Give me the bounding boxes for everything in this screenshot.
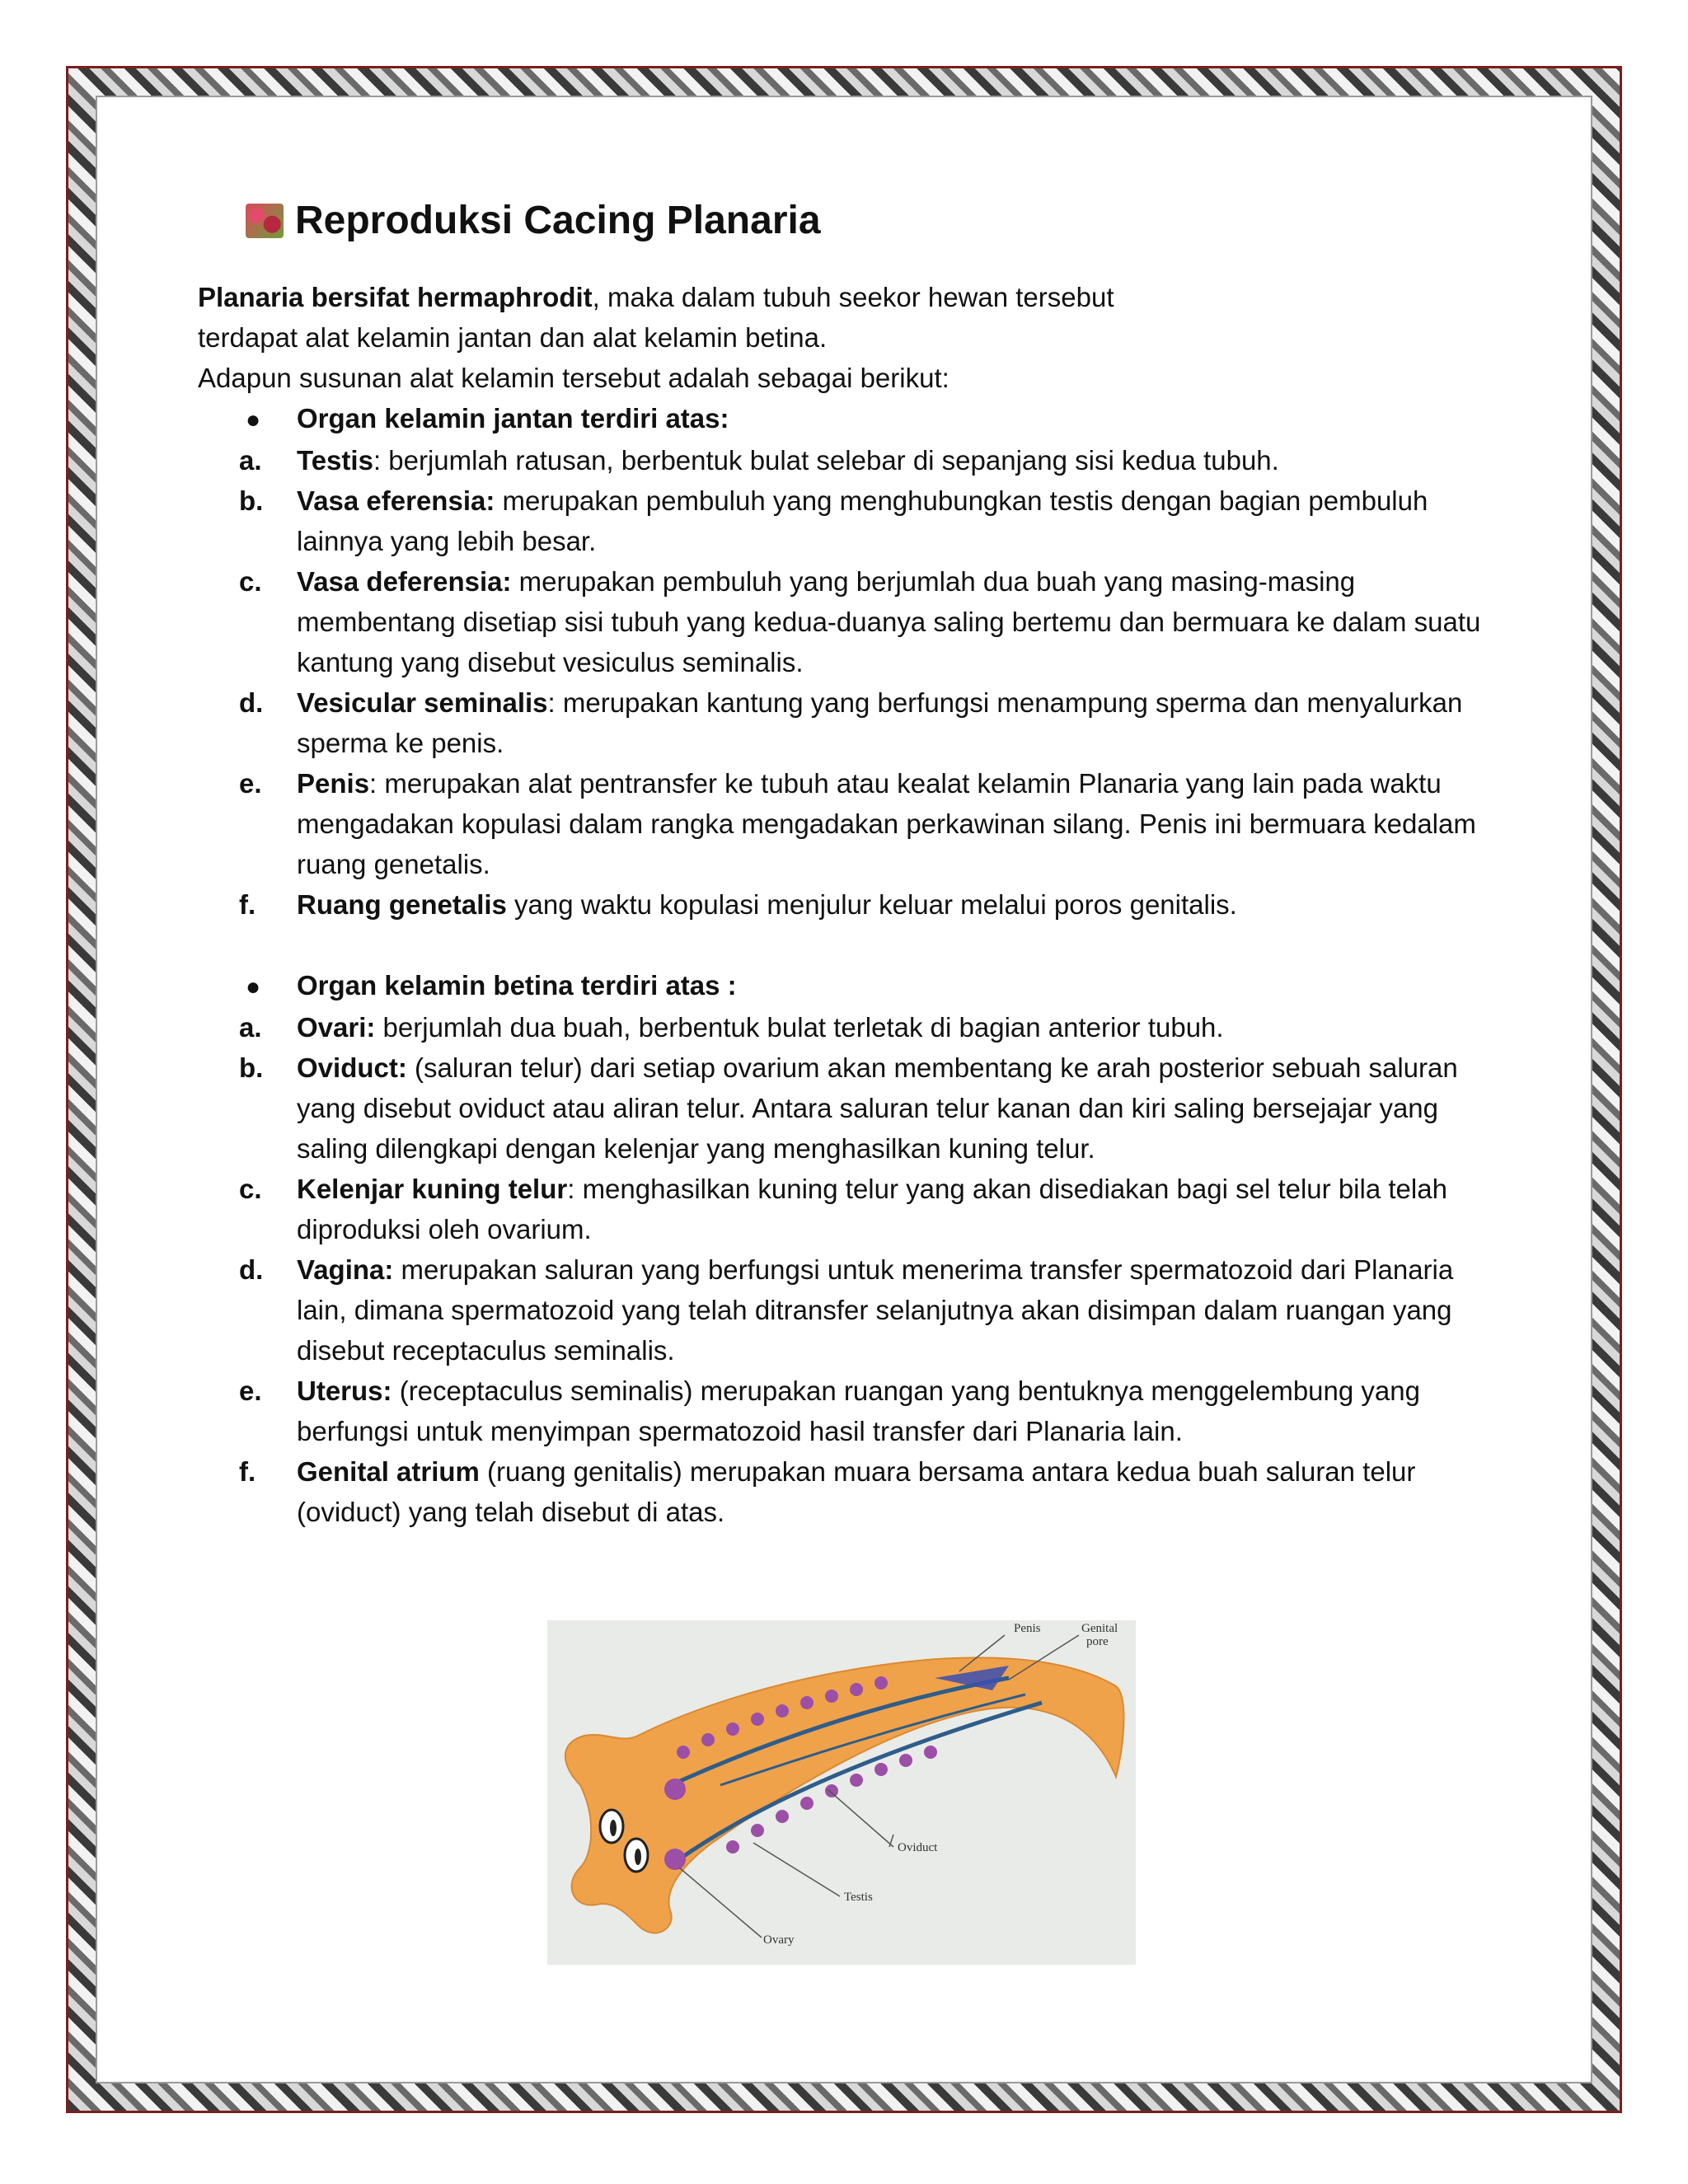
- item-body: [297, 1451, 1500, 1532]
- left-pupil: [610, 1820, 617, 1836]
- item-letter: a.: [239, 1012, 262, 1043]
- item-letter: d.: [239, 1254, 264, 1285]
- label-ovary: Ovary: [763, 1933, 795, 1947]
- item-body: [297, 763, 1500, 884]
- female-item: [239, 1007, 1500, 1047]
- item-term: Vasa eferensia:: [297, 485, 495, 516]
- item-text: : merupakan alat pentransfer ke tubuh atau kealat kelamin Planaria yang lain pada waktu mengadakan kopulasi dalam rangka mengadakan perkawinan silang. Penis ini bermuara kedalam ruang genetalis.: [297, 768, 1476, 879]
- item-letter: c.: [239, 566, 262, 597]
- label-oviduct: Oviduct: [898, 1841, 938, 1854]
- planaria-figure: [547, 1620, 1136, 1965]
- item-letter: d.: [239, 687, 264, 718]
- male-item: [239, 561, 1500, 682]
- female-item: [239, 1371, 1500, 1451]
- item-text: merupakan pembuluh yang berjumlah dua buah yang masing-masing membentang disetiap sisi tubuh yang kedua-duanya saling bertemu dan bermuara ke dalam suatu kantung yang disebut vesiculus seminalis.: [297, 566, 1481, 677]
- item-body: [297, 1249, 1500, 1371]
- male-item: [239, 763, 1500, 884]
- item-term: Ovari:: [297, 1012, 376, 1043]
- label-penis: Penis: [1014, 1622, 1041, 1635]
- item-term: Vasa deferensia:: [297, 566, 512, 597]
- label-pore: pore: [1086, 1635, 1109, 1648]
- item-term: Vesicular seminalis: [297, 687, 548, 718]
- intro-line-2: terdapat alat kelamin jantan dan alat kelamin betina.: [198, 322, 828, 353]
- item-term: Testis: [297, 445, 373, 476]
- item-term: Ruang genetalis: [297, 889, 507, 920]
- bullet-icon: ●: [246, 406, 261, 434]
- item-text: berjumlah dua buah, berbentuk bulat terletak di bagian anterior tubuh.: [375, 1012, 1224, 1043]
- planaria-illustration: [547, 1620, 1136, 1965]
- item-body: [297, 1047, 1500, 1169]
- item-text: yang waktu kopulasi menjulur keluar melalui poros genitalis.: [506, 889, 1237, 920]
- item-letter: b.: [239, 485, 264, 516]
- male-item: [239, 682, 1500, 763]
- male-heading-text: Organ kelamin jantan terdiri atas:: [297, 403, 729, 434]
- flower-icon: [246, 204, 284, 238]
- item-term: Penis: [297, 768, 370, 799]
- item-text: (ruang genitalis) merupakan muara bersama antara kedua buah saluran telur (oviduct) yang telah disebut di atas.: [297, 1456, 1416, 1527]
- right-pupil: [635, 1849, 641, 1865]
- item-letter: f.: [239, 1456, 256, 1487]
- item-body: [297, 1007, 1500, 1047]
- item-text: (receptaculus seminalis) merupakan ruangan yang bentuknya menggelembung yang berfungsi untuk menyimpan spermatozoid hasil transfer dari Planaria lain.: [297, 1376, 1420, 1446]
- item-body: [297, 884, 1500, 925]
- male-item: [239, 480, 1500, 561]
- label-testis: Testis: [844, 1891, 873, 1904]
- male-list: [198, 440, 1500, 925]
- lower-ovary: [664, 1849, 686, 1870]
- item-letter: a.: [239, 445, 262, 476]
- item-letter: f.: [239, 889, 256, 920]
- female-item: [239, 1047, 1500, 1169]
- male-item: [239, 884, 1500, 925]
- item-text: : berjumlah ratusan, berbentuk bulat selebar di sepanjang sisi kedua tubuh.: [373, 445, 1279, 476]
- female-item: [239, 1451, 1500, 1532]
- document-content: [198, 198, 1500, 1532]
- male-heading: [246, 398, 1500, 440]
- upper-ovary: [664, 1779, 686, 1800]
- item-letter: e.: [239, 1376, 262, 1406]
- item-letter: c.: [239, 1174, 262, 1204]
- bullet-icon: ●: [246, 973, 261, 1001]
- item-text: (saluran telur) dari setiap ovarium akan membentang ke arah posterior sebuah saluran yang disebut oviduct atau aliran telur. Antara saluran telur kanan dan kiri saling bersejajar yang saling dilengkapi dengan kelenjar yang menghasilkan kuning telur.: [297, 1052, 1458, 1164]
- female-heading: [246, 965, 1500, 1007]
- item-text: : menghasilkan kuning telur yang akan disediakan bagi sel telur bila telah diproduksi oleh ovarium.: [297, 1174, 1447, 1244]
- item-term: Vagina:: [297, 1254, 394, 1285]
- female-heading-text: Organ kelamin betina terdiri atas :: [297, 970, 737, 1001]
- item-text: : merupakan kantung yang berfungsi menampung sperma dan menyalurkan sperma ke penis.: [297, 687, 1463, 758]
- section-spacer: [198, 925, 1500, 965]
- item-body: [297, 480, 1500, 561]
- item-term: Oviduct:: [297, 1052, 407, 1083]
- page-title: Reproduksi Cacing Planaria: [295, 199, 821, 242]
- label-genital: Genital: [1081, 1622, 1118, 1635]
- item-term: Kelenjar kuning telur: [297, 1174, 568, 1204]
- item-term: Genital atrium: [297, 1456, 480, 1487]
- male-item: [239, 440, 1500, 480]
- item-term: Uterus:: [297, 1376, 392, 1406]
- item-body: [297, 1371, 1500, 1451]
- female-list: [198, 1007, 1500, 1532]
- intro-line-1-rest: , maka dalam tubuh seekor hewan tersebut: [592, 282, 1114, 312]
- item-text: merupakan pembuluh yang menghubungkan testis dengan bagian pembuluh lainnya yang lebih besar.: [297, 485, 1428, 556]
- item-text: merupakan saluran yang berfungsi untuk menerima transfer spermatozoid dari Planaria lain, dimana spermatozoid yang telah ditransfer selanjutnya akan disimpan dalam ruangan yang disebut receptaculus seminalis.: [297, 1254, 1454, 1366]
- item-body: [297, 440, 1500, 480]
- intro-line-1: [198, 277, 1500, 317]
- item-body: [297, 682, 1500, 763]
- item-body: [297, 561, 1500, 682]
- item-body: [297, 1169, 1500, 1249]
- intro-line-3: Adapun susunan alat kelamin tersebut adalah sebagai berikut:: [198, 363, 950, 393]
- intro-bold: Planaria bersifat hermaphrodit: [198, 282, 593, 312]
- female-item: [239, 1169, 1500, 1249]
- item-letter: e.: [239, 768, 262, 799]
- item-letter: b.: [239, 1052, 264, 1083]
- female-item: [239, 1249, 1500, 1371]
- title-row: [246, 198, 1500, 244]
